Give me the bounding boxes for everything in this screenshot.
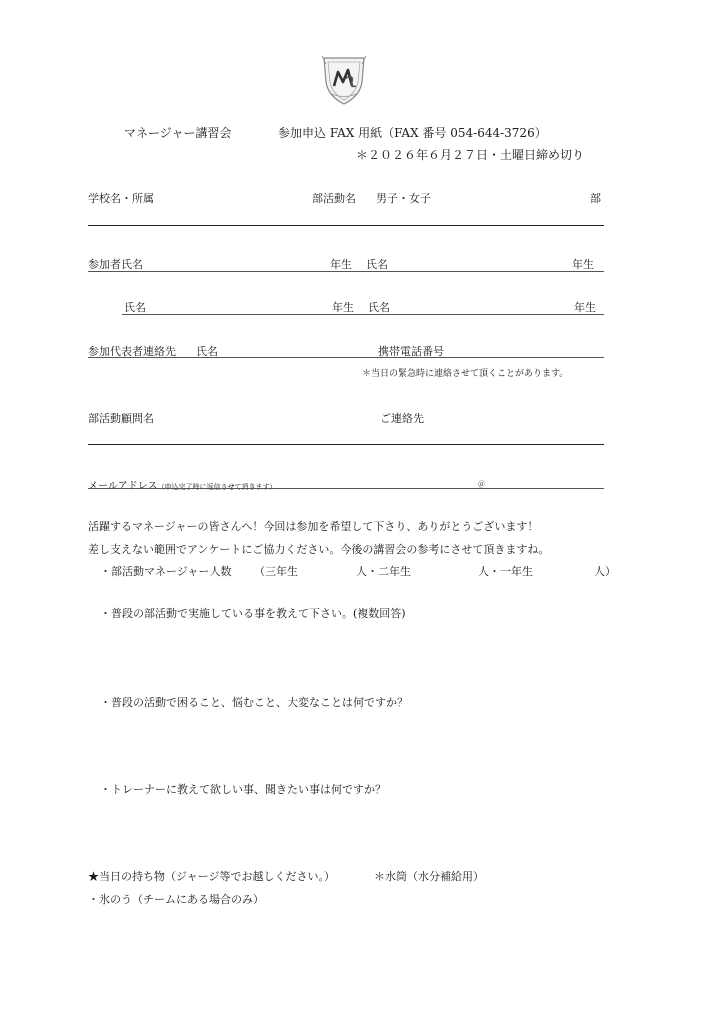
items-heading: ★当日の持ち物（ジャージ等でお越しください。）: [88, 870, 336, 883]
survey-intro-2: 差し支えない範囲でアンケートにご協力ください。今後の講習会の参考にさせて頂きますね。: [88, 543, 550, 556]
grade-suffix-3: 年生: [332, 301, 354, 314]
email-note: （申込完了時に返信させて頂きます）: [157, 483, 277, 491]
form-title: 参加申込 FAX 用紙（FAX 番号 054-644-3726）: [278, 126, 547, 140]
club-label: 部活動名: [312, 192, 356, 205]
participant-label: 参加者氏名: [88, 258, 143, 271]
advisor-contact-label: ご連絡先: [380, 412, 424, 425]
grade-suffix-2: 年生: [572, 258, 594, 271]
survey-question-2: ・普段の活動で困ること、悩むこと、大変なことは何ですか？: [100, 696, 408, 709]
email-label: [88, 477, 277, 492]
advisor-underline: [88, 444, 604, 445]
item-ice-bag: ・氷のう（チームにある場合のみ）: [88, 893, 264, 906]
name-label-3: 氏名: [124, 301, 146, 314]
manager-count-year2: 人・二年生: [356, 565, 411, 578]
grade-suffix-4: 年生: [574, 301, 596, 314]
club-suffix: 部: [590, 192, 601, 205]
item-water-bottle: ＊水筒（水分補給用）: [374, 870, 484, 883]
grade-suffix-1: 年生: [330, 258, 352, 271]
advisor-label: 部活動顧問名: [88, 412, 154, 425]
manager-count-end: 人）: [594, 565, 616, 578]
participant-underline-2: [122, 314, 604, 315]
deadline-note: ＊２０２６年６月２７日・土曜日締め切り: [356, 148, 585, 162]
school-emblem-logo: [316, 52, 372, 108]
email-label-text: メールアドレス: [88, 481, 158, 492]
email-underline: [88, 488, 604, 489]
school-club-underline: [88, 225, 604, 226]
school-label: 学校名・所属: [88, 192, 154, 205]
participant-underline-1: [88, 271, 604, 272]
at-mark: ＠: [478, 480, 485, 488]
manager-count-year3: （三年生: [254, 565, 298, 578]
rep-name-label: 氏名: [196, 345, 218, 358]
manager-count-label: ・部活動マネージャー人数: [100, 565, 232, 578]
name-label-2: 氏名: [366, 258, 388, 271]
rep-contact-label: 参加代表者連絡先: [88, 345, 176, 358]
manager-count-year1: 人・一年生: [478, 565, 533, 578]
gender-options: 男子・女子: [376, 192, 431, 205]
mobile-label: 携帯電話番号: [378, 345, 444, 358]
seminar-title: マネージャー講習会: [124, 126, 232, 140]
survey-question-1: ・普段の部活動で実施している事を教えて下さい。(複数回答): [100, 607, 406, 620]
emergency-note: ＊当日の緊急時に連絡させて頂くことがあります。: [362, 369, 569, 379]
survey-intro-1: 活躍するマネージャーの皆さんへ！今回は参加を希望して下さり、ありがとうございます！: [88, 520, 539, 533]
rep-contact-underline: [88, 357, 604, 358]
name-label-4: 氏名: [368, 301, 390, 314]
survey-question-3: ・トレーナーに教えて欲しい事、聞きたい事は何ですか？: [100, 783, 386, 796]
